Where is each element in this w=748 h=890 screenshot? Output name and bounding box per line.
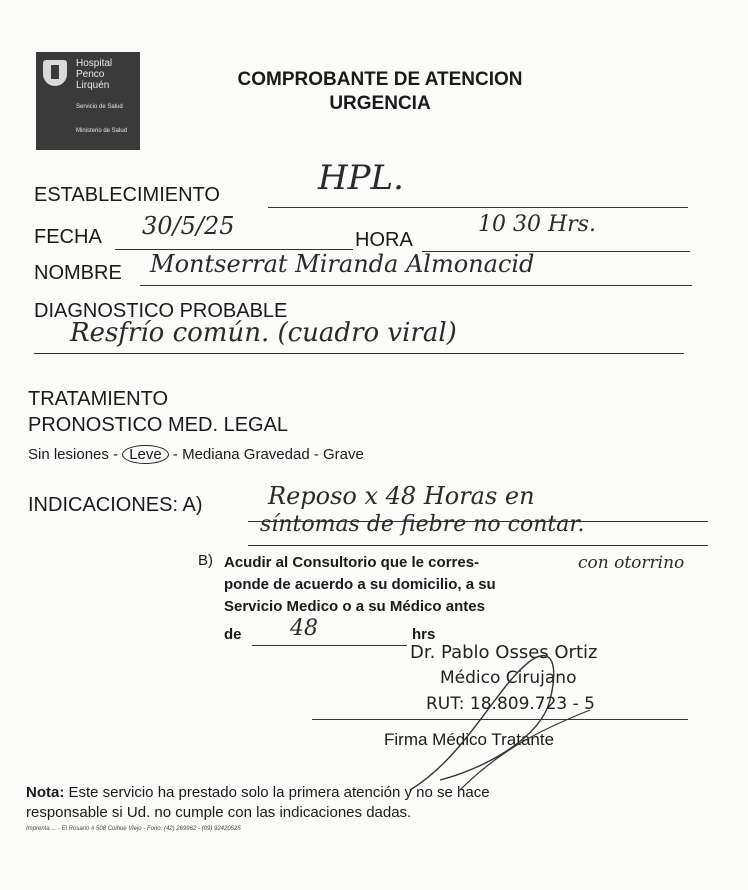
option-leve-circled: Leve [122, 445, 169, 464]
establecimiento-line [268, 206, 688, 208]
title-line1: COMPROBANTE DE ATENCION [237, 69, 523, 90]
indicacion-b-hours-value: 48 [290, 616, 318, 641]
hora-label: HORA [355, 229, 413, 251]
nota-text: Este servicio ha prestado solo la primera atención y no se hace [68, 784, 490, 801]
establecimiento-label: ESTABLECIMIENTO [34, 184, 220, 206]
indicacion-b-line2: ponde de acuerdo a su domicilio, a su [224, 576, 496, 593]
indicacion-a-line2: síntomas de fiebre no contar. [260, 512, 585, 537]
pronostico-label: PRONOSTICO MED. LEGAL [28, 414, 289, 436]
fecha-value: 30/5/25 [142, 212, 235, 240]
indicacion-b-marker: B) [198, 552, 213, 569]
diagnostico-line [34, 352, 684, 354]
indicacion-b-text [224, 552, 496, 618]
indicacion-b-de: de [224, 626, 242, 643]
establecimiento-value: HPL. [318, 158, 404, 198]
indicacion-b-line3: Servicio Medico o a su Médico antes [224, 598, 485, 615]
indicacion-b-hours-line [252, 644, 407, 646]
nombre-value: Montserrat Miranda Almonacid [150, 250, 535, 278]
title-line2: URGENCIA [329, 93, 431, 114]
indicacion-b-line1: Acudir al Consultorio que le corres- [224, 554, 480, 571]
hora-value: 10 30 Hrs. [478, 212, 596, 237]
logo-sub2: Ministerio de Salud [76, 128, 128, 134]
imprenta-text: Imprenta ... - El Rosario # 508 Coihue Viejo - Fono: (42) 269962 - (09) 92420525 [26, 826, 241, 832]
option-rest: - Mediana Gravedad - Grave [172, 446, 364, 463]
document-title [170, 68, 590, 116]
doctor-title: Médico Cirujano [440, 668, 577, 688]
fecha-label: FECHA [34, 226, 102, 248]
option-sin-lesiones: Sin lesiones - [28, 446, 119, 463]
indicacion-a-line1: Reposo x 48 Horas en [268, 482, 535, 510]
logo-name: Hospital Penco Lirquén [76, 58, 113, 91]
nota-line1 [26, 784, 490, 802]
nota-label: Nota: [26, 784, 65, 801]
indicacion-b-hrs: hrs [412, 626, 436, 643]
signature-scribble [400, 640, 600, 800]
nombre-line [140, 284, 692, 286]
pronostico-options [28, 446, 364, 463]
signature-label: Firma Médico Tratante [384, 730, 555, 749]
indicaciones-line2 [248, 544, 708, 546]
hospital-logo [36, 52, 140, 150]
logo-sub1: Servicio de Salud [76, 104, 123, 110]
indicaciones-label: INDICACIONES: A) [28, 494, 203, 516]
nota-line2: responsable si Ud. no cumple con las indicaciones dadas. [26, 804, 412, 821]
crest-icon [43, 60, 67, 86]
diagnostico-value: Resfrío común. (cuadro viral) [70, 318, 457, 348]
margin-note: con otorrino [578, 553, 685, 573]
tratamiento-label: TRATAMIENTO [28, 388, 168, 410]
nombre-label: NOMBRE [34, 262, 122, 284]
doctor-name: Dr. Pablo Osses Ortiz [410, 642, 598, 663]
diagnostico-label: DIAGNOSTICO PROBABLE [34, 300, 288, 322]
doctor-rut: RUT: 18.809.723 - 5 [426, 694, 595, 714]
